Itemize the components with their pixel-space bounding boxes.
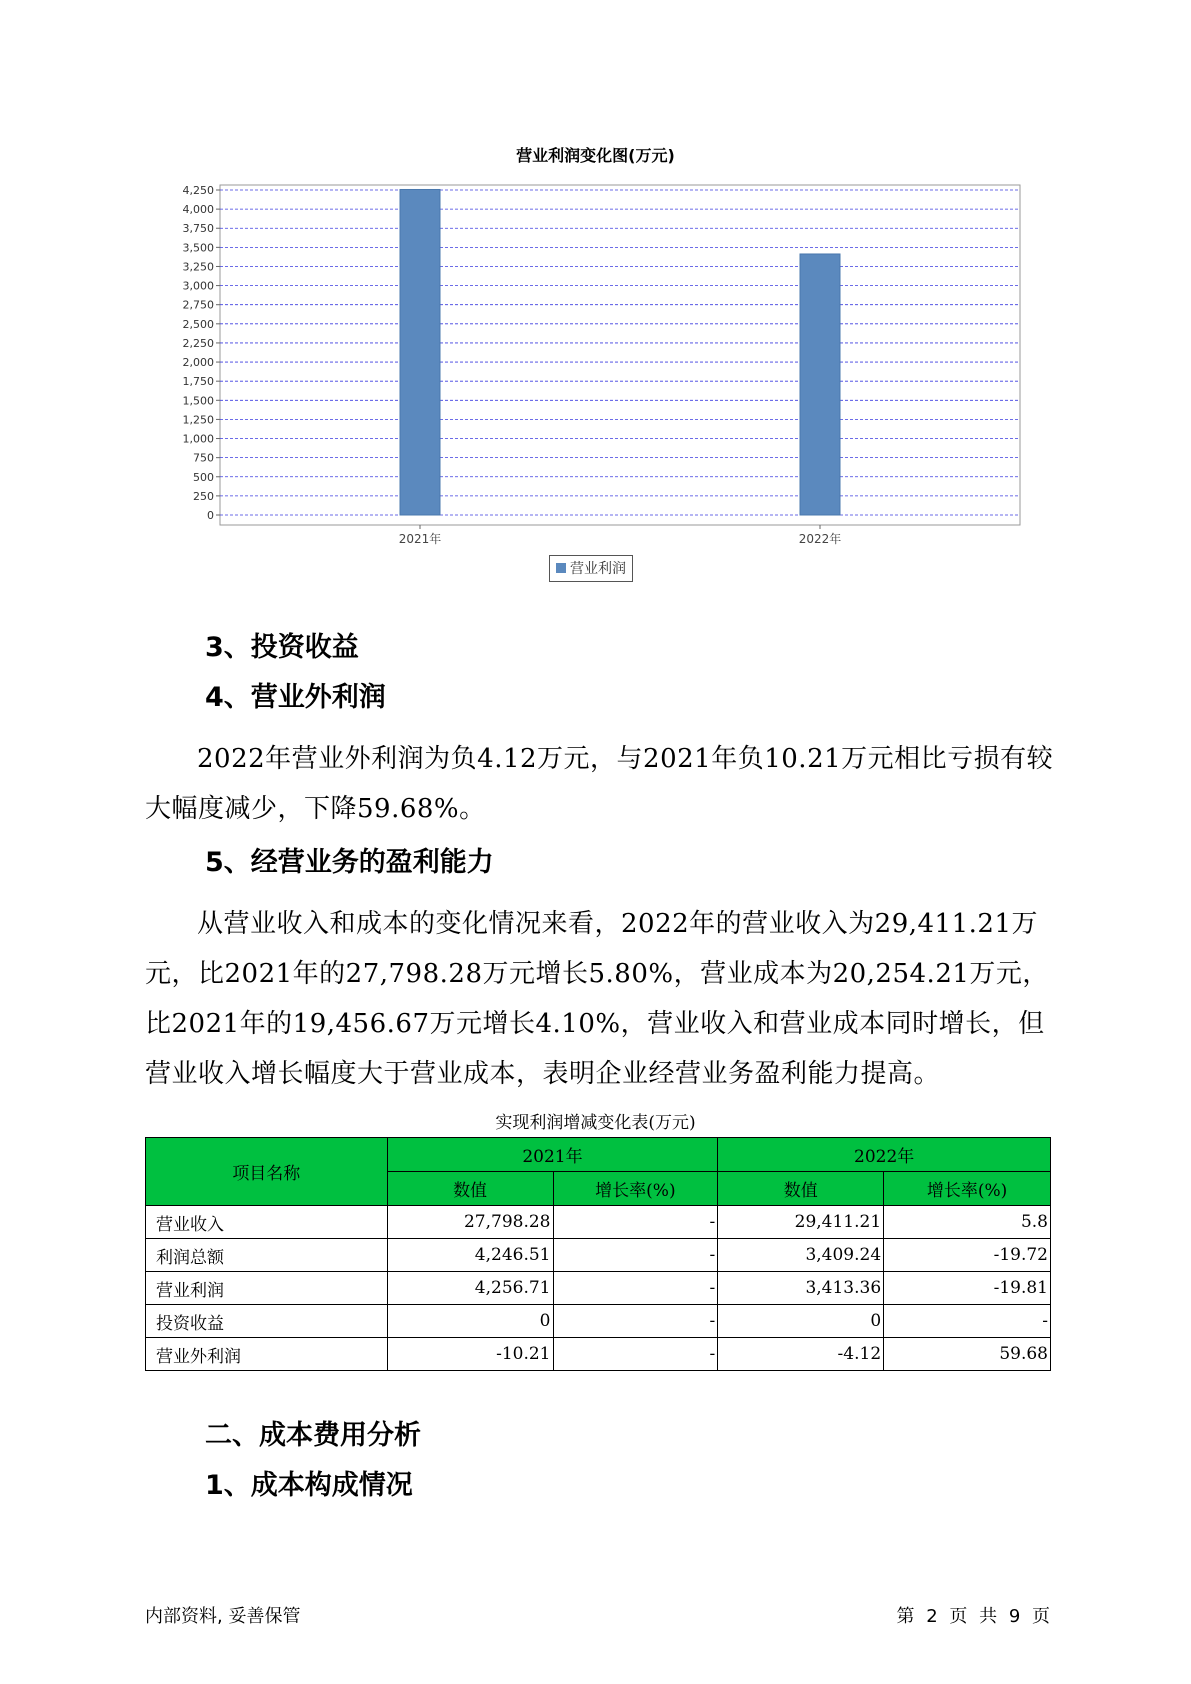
rate-2022: - <box>884 1305 1051 1338</box>
footer-confidential: 内部资料, 妥善保管 <box>145 1606 301 1627</box>
value-2021: -10.21 <box>387 1338 553 1371</box>
value-2021: 27,798.28 <box>387 1206 553 1239</box>
legend-swatch <box>556 563 566 573</box>
y-tick-label: 3,750 <box>182 222 214 236</box>
paragraph-text: 从营业收入和成本的变化情况来看，2022年的营业收入为29,411.21万元，比2021年的27,798.28万元增长5.80%，营业成本为20,254.21万元，比2021年的19,456.67万元增长4.10%，营业收入和营业成本同时增长，但营业收入增长幅度大于营业成本，表明企业经营业务盈利能力提高。 <box>145 909 1049 1089</box>
y-tick-label: 3,250 <box>182 260 214 274</box>
y-tick-label: 250 <box>193 489 214 503</box>
rate-2021: - <box>553 1338 718 1371</box>
header-rate: 增长率(%) <box>553 1172 718 1206</box>
rate-2021: - <box>553 1305 718 1338</box>
header-item-name: 项目名称 <box>146 1138 388 1206</box>
value-2022: 3,409.24 <box>718 1239 884 1272</box>
row-name: 营业外利润 <box>146 1338 388 1371</box>
chart-legend <box>549 555 633 582</box>
value-2021: 4,246.51 <box>387 1239 553 1272</box>
row-name: 利润总额 <box>146 1239 388 1272</box>
rate-2021: - <box>553 1239 718 1272</box>
table-row <box>146 1206 1051 1239</box>
y-tick-label: 2,000 <box>182 356 214 370</box>
row-name: 营业收入 <box>146 1206 388 1239</box>
heading-profitability: 5、经营业务的盈利能力 <box>205 847 494 878</box>
y-tick-label: 2,500 <box>182 317 214 331</box>
y-tick-label: 2,250 <box>182 336 214 350</box>
footer-page-number: 第 2 页 共 9 页 <box>896 1606 1050 1627</box>
header-rate: 增长率(%) <box>884 1172 1051 1206</box>
y-tick-label: 2,750 <box>182 298 214 312</box>
table-row <box>146 1305 1051 1338</box>
rate-2022: -19.72 <box>884 1239 1051 1272</box>
rate-2021: - <box>553 1206 718 1239</box>
value-2022: -4.12 <box>718 1338 884 1371</box>
bar-chart <box>150 170 1030 560</box>
table-row <box>146 1338 1051 1371</box>
y-tick-label: 1,500 <box>182 394 214 408</box>
rate-2022: 5.8 <box>884 1206 1051 1239</box>
y-tick-label: 1,750 <box>182 375 214 389</box>
value-2022: 29,411.21 <box>718 1206 884 1239</box>
y-tick-label: 0 <box>207 509 214 522</box>
x-tick-label: 2021年 <box>398 532 442 546</box>
bar <box>800 254 840 515</box>
heading-investment-income: 3、投资收益 <box>205 632 359 663</box>
y-tick-label: 1,000 <box>182 432 214 446</box>
value-2022: 0 <box>718 1305 884 1338</box>
value-2021: 4,256.71 <box>387 1272 553 1305</box>
y-tick-label: 750 <box>193 451 214 465</box>
x-tick-label: 2022年 <box>798 532 842 546</box>
heading-cost-analysis: 二、成本费用分析 <box>205 1420 421 1451</box>
paragraph-text: 2022年营业外利润为负4.12万元，与2021年负10.21万元相比亏损有较大幅度减少，下降59.68%。 <box>145 744 1054 824</box>
y-tick-label: 4,000 <box>182 203 214 217</box>
row-name: 投资收益 <box>146 1305 388 1338</box>
table-caption: 实现利润增减变化表(万元) <box>495 1113 696 1133</box>
paragraph-non-operating-profit <box>145 734 1060 834</box>
header-value: 数值 <box>718 1172 884 1206</box>
y-tick-label: 500 <box>193 470 214 484</box>
heading-non-operating-profit: 4、营业外利润 <box>205 682 386 713</box>
heading-cost-structure: 1、成本构成情况 <box>205 1470 413 1501</box>
y-tick-label: 3,000 <box>182 279 214 293</box>
header-value: 数值 <box>387 1172 553 1206</box>
rate-2022: -19.81 <box>884 1272 1051 1305</box>
row-name: 营业利润 <box>146 1272 388 1305</box>
rate-2022: 59.68 <box>884 1338 1051 1371</box>
table-row <box>146 1272 1051 1305</box>
legend-label: 营业利润 <box>570 561 626 577</box>
table-row <box>146 1239 1051 1272</box>
profit-change-table <box>145 1137 1051 1371</box>
y-tick-label: 1,250 <box>182 413 214 427</box>
bar <box>400 189 440 515</box>
chart-title: 营业利润变化图(万元) <box>516 146 675 165</box>
y-tick-label: 4,250 <box>182 184 214 197</box>
value-2022: 3,413.36 <box>718 1272 884 1305</box>
value-2021: 0 <box>387 1305 553 1338</box>
rate-2021: - <box>553 1272 718 1305</box>
header-year-2021: 2021年 <box>387 1138 718 1172</box>
header-year-2022: 2022年 <box>718 1138 1051 1172</box>
plot-area <box>220 185 1020 525</box>
paragraph-profitability <box>145 899 1060 1099</box>
y-tick-label: 3,500 <box>182 241 214 255</box>
